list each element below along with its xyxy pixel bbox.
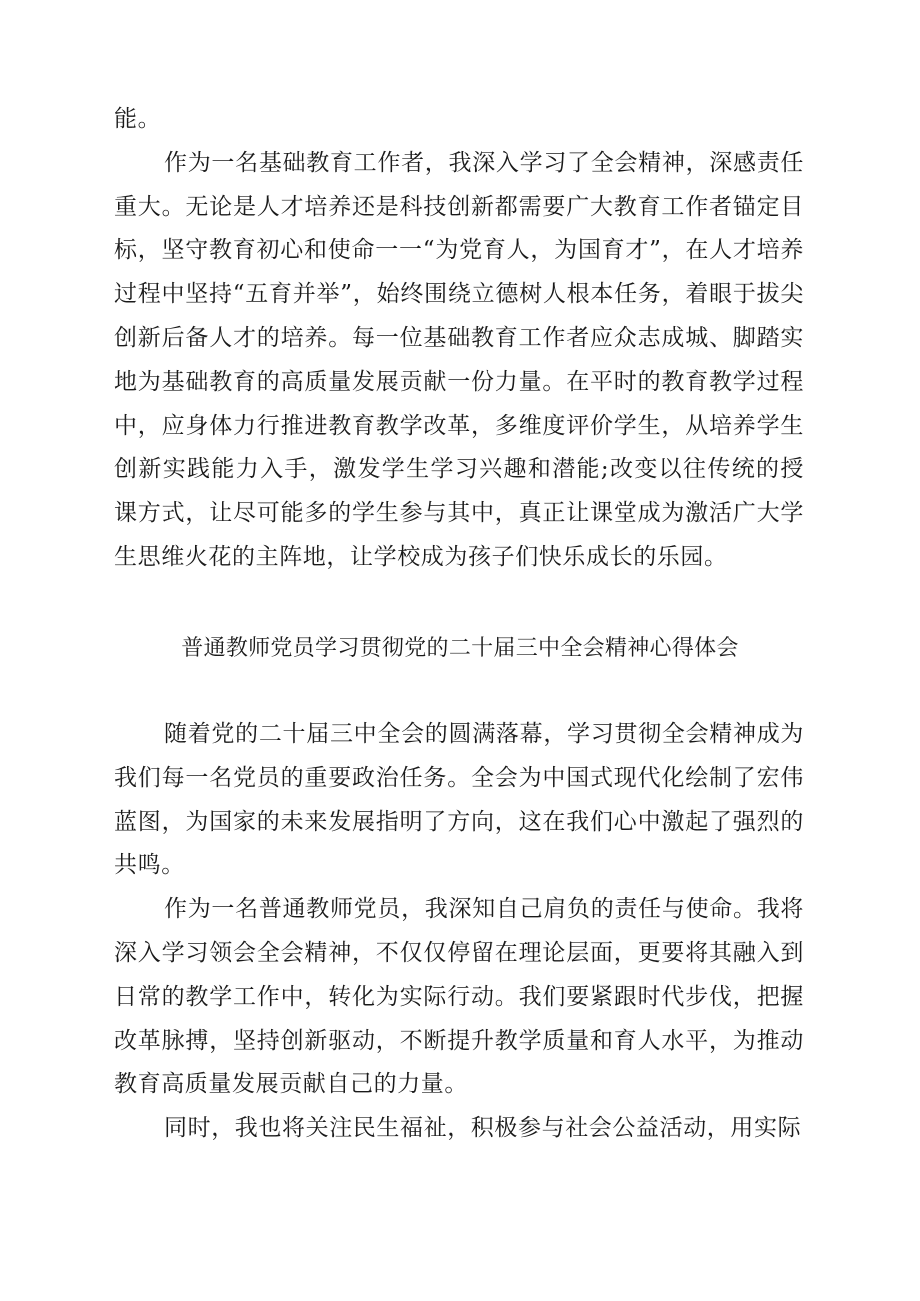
paragraph-tail: 能。 (114, 106, 162, 132)
article-title: 普通教师党员学习贯彻党的二十届三中全会精神心得体会 (181, 636, 739, 661)
section-one (114, 98, 804, 580)
paragraph-teacher-mission: 作为一名普通教师党员，我深知自己肩负的责任与使命。我将深入学习领会全会精神，不仅仅停留在理论层面，更要将其融入到日常的教学工作中，转化为实际行动。我们要紧跟时代步伐，把握改革脉搏，坚持创新驱动，不断提升教学质量和育人水平，为推动教育高质量发展贡献自己的力量。 (114, 896, 804, 1098)
paragraph-plenum-intro: 随着党的二十届三中全会的圆满落幕，学习贯彻全会精神成为我们每一名党员的重要政治任务。全会为中国式现代化绘制了宏伟蓝图，为国家的未来发展指明了方向，这在我们心中激起了强烈的共鸣。 (114, 721, 804, 879)
paragraph-public-welfare: 同时，我也将关注民生福祉，积极参与社会公益活动，用实际 (164, 1115, 802, 1142)
section-two (114, 713, 804, 1151)
paragraph-educator-responsibility: 作为一名基础教育工作者，我深入学习了全会精神，深感责任重大。无论是人才培养还是科技创新都需要广大教育工作者锚定目标，坚守教育初心和使命一一“为党育人，为国育才”，在人才培养过程中坚持“五育并举”，始终围绕立德树人根本任务，着眼于拔尖创新后备人才的培养。每一位基础教育工作者应众志成城、脚踏实地为基础教育的高质量发展贡献一份力量。在平时的教育教学过程中，应身体力行推进教育教学改革，多维度评价学生，从培养学生创新实践能力入手，激发学生学习兴趣和潜能;改变以往传统的授课方式，让尽可能多的学生参与其中，真正让课堂成为激活广大学生思维火花的主阵地，让学校成为孩子们快乐成长的乐园。 (114, 149, 804, 570)
